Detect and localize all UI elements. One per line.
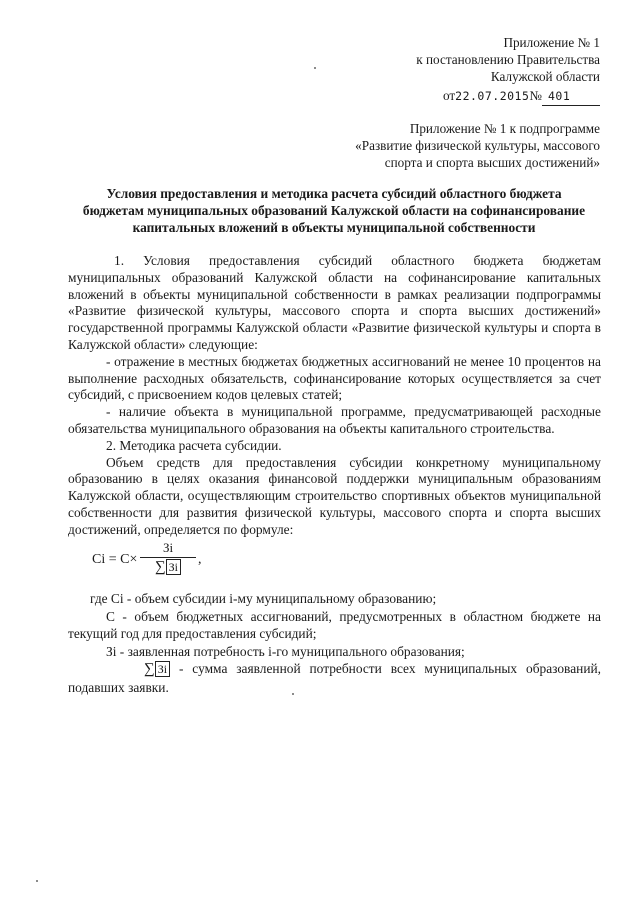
paragraph-4: 2. Методика расчета субсидии. <box>106 437 282 453</box>
fraction-bar <box>140 557 196 558</box>
formula-lhs: Ci = C× <box>92 552 138 567</box>
subprogram-line-2: «Развитие физической культуры, массового <box>355 138 600 153</box>
definition-c: С - объем бюджетных ассигнований, предусмотренных в областном бюджете на текущий год для предоставления субсидий; <box>68 608 601 641</box>
sum-symbol: ∑ <box>154 559 166 575</box>
definition-sum <box>68 660 601 696</box>
scan-speck <box>314 67 316 69</box>
definition-sum-symbol: ∑ <box>144 661 155 677</box>
title-line-1: Условия предоставления и методика расчета субсидий областного бюджета <box>106 186 562 201</box>
formula-denominator <box>140 559 196 575</box>
document-title <box>68 185 600 236</box>
subprogram-header <box>355 120 600 171</box>
formula-definitions <box>68 590 601 696</box>
formula-end: , <box>198 552 202 567</box>
subprogram-line-3: спорта и спорта высших достижений» <box>384 155 600 170</box>
paragraph-3: - наличие объекта в муниципальной программе, предусматривающей расходные обязательства муниципального образования на объекты капитального строительства. <box>68 404 601 436</box>
appendix-header <box>416 34 600 85</box>
paragraph-2: - отражение в местных бюджетах бюджетных ассигнований не менее 10 процентов на выполнение расходных обязательств, софинансирование которых осуществляется за счет субсидий, с присвоением кодов целевых статей; <box>68 353 601 403</box>
title-line-2: бюджетам муниципальных образований Калужской области на софинансирование <box>82 203 586 218</box>
definition-zi: Зi - заявленная потребность i-го муниципального образования; <box>106 643 465 659</box>
title-line-3: капитальных вложений в объекты муниципальной собственности <box>132 220 536 235</box>
paragraph-5: Объем средств для предоставления субсидии конкретному муниципальному образованию в целях оказания финансовой поддержки муниципальным образованиям Калужской области, осуществляющим строительство спортивных объектов муниципальной собственности для развития физической культуры, массового спорта и спорта высших достижений, определяется по формуле: <box>68 454 601 537</box>
definition-sum-bracket: Зi <box>155 661 170 677</box>
definition-sum-text: - сумма заявленной потребности всех муниципальных образований, подавших заявки. <box>68 661 601 695</box>
appendix-line-2: к постановлению Правительства <box>416 52 600 67</box>
decree-number-label: № <box>529 88 542 103</box>
decree-number: 401 <box>548 89 571 103</box>
paragraph-1: 1. Условия предоставления субсидий областного бюджета бюджетам муниципальных образований Калужской области на софинансирование капитальных вложений в объекты муниципальной собственности в рамках реализации подпрограммы «Развитие физической культуры, массового спорта и спорта высших достижений» государственной программы Калужской области «Развитие физической культуры и спорта в Калужской области» следующие: <box>68 253 601 352</box>
formula-fraction <box>140 540 196 575</box>
decree-line <box>443 87 600 106</box>
appendix-line-1: Приложение № 1 <box>503 35 600 50</box>
denominator-term: Зi <box>166 559 181 575</box>
appendix-line-3: Калужской области <box>490 69 600 84</box>
decree-prefix: от <box>442 88 456 103</box>
definition-ci: где Ci - объем субсидии i-му муниципальному образованию; <box>90 591 437 606</box>
formula-numerator: Зi <box>162 540 174 555</box>
scan-speck <box>292 693 294 695</box>
definition-sum-term <box>106 660 170 679</box>
subprogram-line-1: Приложение № 1 к подпрограмме <box>409 121 600 136</box>
decree-date: 22.07.2015 <box>455 89 530 103</box>
conditions-section <box>68 253 601 539</box>
scan-speck <box>36 880 38 882</box>
